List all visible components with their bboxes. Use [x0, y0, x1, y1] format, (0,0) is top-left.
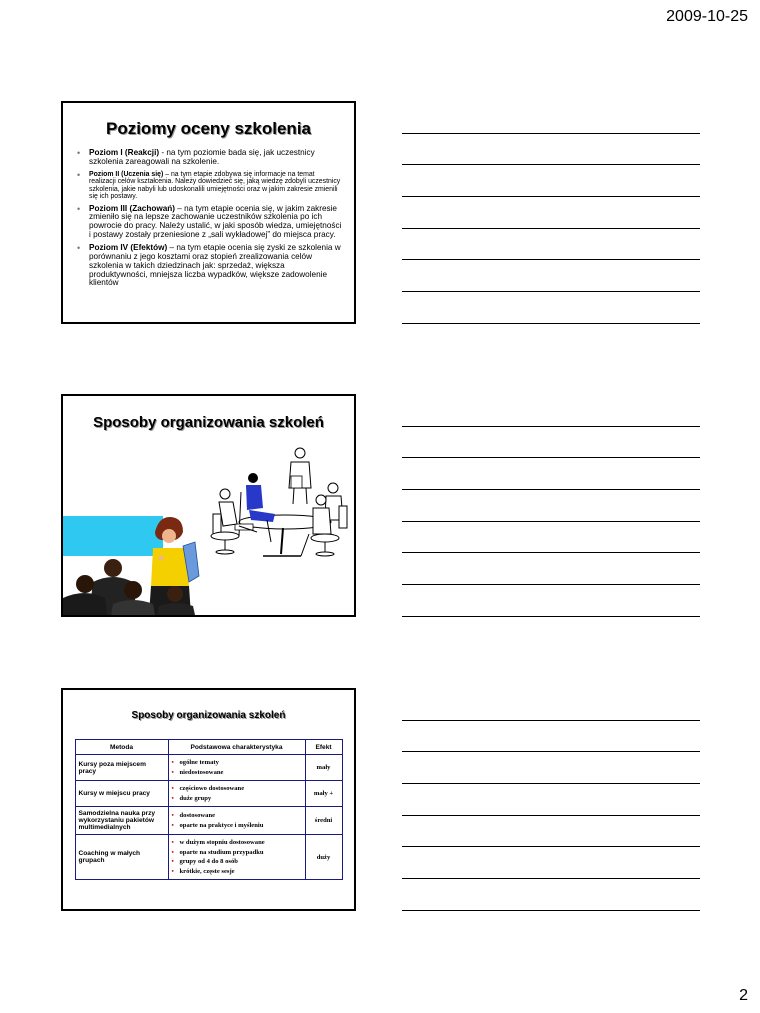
- effect-cell: średni: [305, 807, 342, 835]
- slide-thumbnail-3: [61, 688, 356, 911]
- bullet-term: Poziom I (Reakcji): [89, 148, 160, 157]
- note-line: [402, 133, 700, 134]
- feature-item: • w dużym stopniu dostosowane: [172, 838, 302, 848]
- note-line: [402, 291, 700, 292]
- bullet-term: Poziom IV (Efektów): [89, 242, 168, 252]
- bullet-item: [77, 205, 342, 240]
- table-header-cell: Podstawowa charakterystyka: [168, 740, 305, 755]
- slide-title: Sposoby organizowania szkoleń: [93, 414, 324, 431]
- note-line: [402, 521, 700, 522]
- bullet-item: [77, 149, 342, 167]
- meeting-clipart: [63, 396, 354, 615]
- features-cell: [168, 807, 305, 835]
- bullet-term: Poziom III (Zachowań): [89, 203, 175, 213]
- note-line: [402, 323, 700, 324]
- bullet-text: – na tym etapie ocenia się, w jakim zakresie zmieniło się na lepsze zachowanie uczestników szkolenia po ich powrocie do pracy. Należy ustalić, w jaki sposób wiedza, umiejętności i postawy zostały przeniesione z „sali wykładowej” do miejsca pracy.: [89, 203, 342, 240]
- effect-cell: mały: [305, 755, 342, 781]
- note-line: [402, 846, 700, 847]
- feature-item: • niedostosowane: [172, 768, 302, 778]
- note-line: [402, 259, 700, 260]
- note-line: [402, 815, 700, 816]
- method-cell: Kursy poza miejscem pracy: [75, 755, 168, 781]
- method-cell: Samodzielna nauka przy wykorzystaniu pakietów multimedialnych: [75, 807, 168, 835]
- header-date: 2009-10-25: [666, 8, 748, 25]
- effect-cell: duży: [305, 835, 342, 880]
- table-header-cell: Efekt: [305, 740, 342, 755]
- bullet-text: – na tym etapie ocenia się zyski ze szkolenia w porównaniu z jego kosztami oraz stopień zrealizowania celów szkolenia w takich dziedzinach jak: sprzedaż, większa produktywności, mniejsza liczba wypadków, większe zadowolenie klientów: [89, 242, 341, 288]
- note-line: [402, 457, 700, 458]
- feature-item: • ogólne tematy: [172, 758, 302, 768]
- features-cell: [168, 755, 305, 781]
- slide-title: Sposoby organizowania szkoleń: [131, 710, 286, 721]
- bullet-text: - na tym poziomie bada się, jak uczestnicy szkolenia zareagowali na szkolenie.: [89, 148, 315, 166]
- feature-item: • częściowo dostosowane: [172, 784, 302, 794]
- method-cell: Coaching w małych grupach: [75, 835, 168, 880]
- bullet-item: [77, 244, 342, 288]
- note-line: [402, 720, 700, 721]
- page-number: 2: [739, 987, 748, 1004]
- note-line: [402, 552, 700, 553]
- slide-thumbnail-1: [61, 101, 356, 324]
- note-line: [402, 910, 700, 911]
- note-line: [402, 426, 700, 427]
- method-cell: Kursy w miejscu pracy: [75, 781, 168, 807]
- note-line: [402, 584, 700, 585]
- features-cell: [168, 835, 305, 880]
- methods-table: [75, 739, 343, 880]
- note-line: [402, 616, 700, 617]
- feature-item: • krótkie, częste sesje: [172, 867, 302, 877]
- table-row: [75, 781, 342, 807]
- note-line: [402, 783, 700, 784]
- feature-item: • grupy od 4 do 8 osób: [172, 857, 302, 867]
- table-header-cell: Metoda: [75, 740, 168, 755]
- table-header-row: [75, 740, 342, 755]
- features-cell: [168, 781, 305, 807]
- bullet-text: – na tym etapie zdobywa się informacje na temat realizacji celów kształcenia. Należy dowiedzieć się, jaką wiedzę zdobyli uczestnicy szkolenia, jakie nabyli lub udoskonalili umiejętności oraz w jakim zakresie zmienili się ich postawy.: [89, 170, 341, 201]
- accent-band: [63, 516, 163, 556]
- feature-item: • duże grupy: [172, 794, 302, 804]
- table-row: [75, 807, 342, 835]
- note-line: [402, 489, 700, 490]
- table-row: [75, 835, 342, 880]
- note-line: [402, 196, 700, 197]
- feature-item: • oparte na praktyce i myśleniu: [172, 821, 302, 831]
- presenter-figure: [289, 448, 311, 504]
- slide-title: Poziomy oceny szkolenia: [105, 119, 311, 138]
- feature-item: • dostosowane: [172, 811, 302, 821]
- bullet-item: [77, 171, 342, 201]
- slide-thumbnail-2: [61, 394, 356, 617]
- note-line: [402, 878, 700, 879]
- note-line: [402, 751, 700, 752]
- table-row: [75, 755, 342, 781]
- note-line: [402, 228, 700, 229]
- bullet-term: Poziom II (Uczenia się): [89, 170, 164, 178]
- bullet-list: [63, 149, 354, 288]
- effect-cell: mały +: [305, 781, 342, 807]
- note-line: [402, 164, 700, 165]
- feature-item: • oparte na studium przypadku: [172, 848, 302, 858]
